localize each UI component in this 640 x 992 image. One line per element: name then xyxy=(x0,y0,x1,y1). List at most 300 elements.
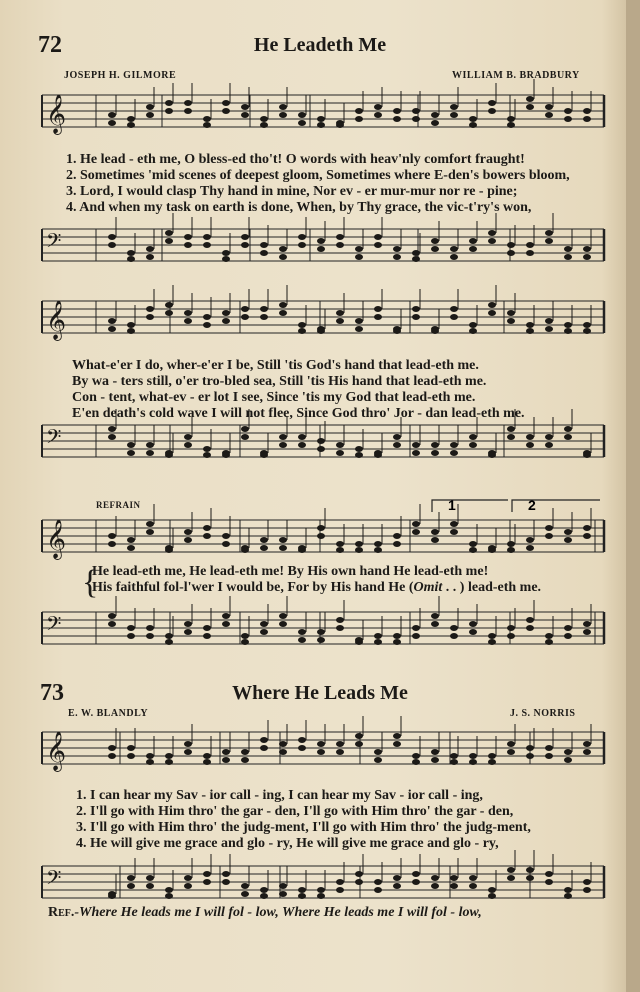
note-head xyxy=(165,639,173,645)
note-head xyxy=(260,545,268,551)
note-head xyxy=(488,302,496,308)
note-head xyxy=(488,893,496,899)
note-head xyxy=(184,875,192,881)
note-head xyxy=(431,537,439,543)
note-head xyxy=(260,737,268,743)
note-head xyxy=(526,545,534,551)
note-head xyxy=(488,547,496,553)
note-head xyxy=(583,887,591,893)
note-head xyxy=(412,108,420,114)
note-head xyxy=(336,879,344,885)
note-head xyxy=(108,434,116,440)
bass-clef-icon: 𝄢 xyxy=(46,425,62,453)
note-head xyxy=(412,314,420,320)
note-head xyxy=(526,867,534,873)
note-head xyxy=(412,633,420,639)
note-head xyxy=(583,322,591,328)
note-head xyxy=(355,547,363,553)
note-head xyxy=(450,883,458,889)
note-head xyxy=(260,537,268,543)
note-head xyxy=(298,887,306,893)
note-head xyxy=(336,122,344,128)
note-head xyxy=(108,753,116,759)
note-head xyxy=(507,242,515,248)
note-head xyxy=(241,891,249,897)
note-head xyxy=(298,893,306,899)
verse-line: Con - tent, what-ev - er lot I see, Since 'tis my God that lead-eth me. xyxy=(72,390,476,405)
refrain-line: He lead-eth me, He lead-eth me! By His own hand He lead-eth me! xyxy=(92,564,489,579)
note-head xyxy=(241,883,249,889)
note-head xyxy=(298,745,306,751)
note-head xyxy=(203,234,211,240)
hymn-title: Where He Leads Me xyxy=(232,682,408,704)
note-head xyxy=(146,442,154,448)
note-head xyxy=(184,108,192,114)
note-head xyxy=(298,434,306,440)
note-head xyxy=(507,741,515,747)
note-head xyxy=(317,533,325,539)
note-head xyxy=(336,617,344,623)
note-head xyxy=(260,250,268,256)
note-head xyxy=(184,434,192,440)
note-head xyxy=(469,434,477,440)
note-head xyxy=(450,875,458,881)
note-head xyxy=(184,883,192,889)
note-head xyxy=(526,625,534,631)
note-head xyxy=(469,547,477,553)
note-head xyxy=(507,547,515,553)
note-head xyxy=(393,108,401,114)
refrain-line-end: . . ) lead-eth me. xyxy=(442,580,542,595)
note-head xyxy=(260,887,268,893)
note-head xyxy=(241,314,249,320)
note-head xyxy=(564,749,572,755)
note-head xyxy=(108,621,116,627)
note-head xyxy=(412,753,420,759)
note-head xyxy=(184,310,192,316)
note-head xyxy=(526,96,534,102)
treble-clef-icon: 𝄞 xyxy=(46,731,67,771)
note-head xyxy=(127,328,135,334)
note-head xyxy=(488,230,496,236)
note-head xyxy=(146,875,154,881)
note-head xyxy=(222,250,230,256)
note-head xyxy=(108,120,116,126)
note-head xyxy=(526,328,534,334)
note-head xyxy=(298,629,306,635)
note-head xyxy=(203,625,211,631)
note-head xyxy=(127,875,135,881)
note-head xyxy=(203,116,211,122)
note-head xyxy=(507,434,515,440)
note-head xyxy=(545,639,553,645)
note-head xyxy=(374,633,382,639)
note-head xyxy=(127,537,135,543)
note-head xyxy=(165,753,173,759)
note-head xyxy=(583,328,591,334)
note-head xyxy=(431,238,439,244)
note-head xyxy=(241,234,249,240)
note-head xyxy=(241,547,249,553)
composer-credit: WILLIAM B. BRADBURY xyxy=(452,70,580,81)
note-head xyxy=(583,452,591,458)
note-head xyxy=(564,322,572,328)
note-head xyxy=(184,318,192,324)
note-head xyxy=(336,442,344,448)
note-head xyxy=(203,871,211,877)
note-head xyxy=(184,629,192,635)
note-head xyxy=(146,254,154,260)
note-head xyxy=(184,100,192,106)
note-head xyxy=(146,314,154,320)
note-head xyxy=(545,434,553,440)
note-head xyxy=(412,116,420,122)
note-head xyxy=(317,246,325,252)
note-head xyxy=(374,314,382,320)
note-head xyxy=(222,533,230,539)
note-head xyxy=(526,745,534,751)
note-head xyxy=(545,104,553,110)
treble-clef-icon: 𝄞 xyxy=(46,300,67,340)
note-head xyxy=(184,741,192,747)
verse-line: 4. And when my task on earth is done, When, by Thy grace, the vic-t'ry's won, xyxy=(66,200,532,215)
note-head xyxy=(431,246,439,252)
note-head xyxy=(469,122,477,128)
note-head xyxy=(279,442,287,448)
note-head xyxy=(412,871,420,877)
note-head xyxy=(127,753,135,759)
note-head xyxy=(298,637,306,643)
note-head xyxy=(545,230,553,236)
note-head xyxy=(374,547,382,553)
note-head xyxy=(108,318,116,324)
note-head xyxy=(146,112,154,118)
note-head xyxy=(260,621,268,627)
verse-line: What-e'er I do, wher-e'er I be, Still 'tis God's hand that lead-eth me. xyxy=(72,358,479,373)
verse-line: By wa - ters still, o'er tro-bled sea, Still 'tis His hand that lead-eth me. xyxy=(72,374,487,389)
note-head xyxy=(146,529,154,535)
note-head xyxy=(469,328,477,334)
note-head xyxy=(564,328,572,334)
verse-line: E'en death's cold wave I will not flee, Since God thro' Jor - dan lead-eth me. xyxy=(72,406,525,421)
note-head xyxy=(469,541,477,547)
note-head xyxy=(108,613,116,619)
lyricist-credit: JOSEPH H. GILMORE xyxy=(64,70,177,81)
note-head xyxy=(412,442,420,448)
note-head xyxy=(488,108,496,114)
note-head xyxy=(108,234,116,240)
note-head xyxy=(393,116,401,122)
note-head xyxy=(545,871,553,877)
hymn-number: 72 xyxy=(38,32,62,58)
lyricist-credit: E. W. BLANDLY xyxy=(68,708,149,719)
note-head xyxy=(450,442,458,448)
note-head xyxy=(469,246,477,252)
first-ending-number: 1 xyxy=(448,497,456,513)
note-head xyxy=(184,621,192,627)
note-head xyxy=(184,242,192,248)
note-head xyxy=(317,446,325,452)
note-head xyxy=(355,254,363,260)
note-head xyxy=(298,442,306,448)
note-head xyxy=(583,621,591,627)
note-head xyxy=(241,242,249,248)
bass-clef-icon: 𝄢 xyxy=(46,612,62,640)
note-head xyxy=(317,122,325,128)
note-head xyxy=(526,753,534,759)
note-head xyxy=(412,521,420,527)
verse-line: 1. I can hear my Sav - ior call - ing, I can hear my Sav - ior call - ing, xyxy=(76,788,483,803)
note-head xyxy=(127,633,135,639)
note-head xyxy=(222,871,230,877)
note-head xyxy=(564,246,572,252)
note-head xyxy=(203,633,211,639)
note-head xyxy=(564,434,572,440)
treble-clef-icon: 𝄞 xyxy=(46,519,67,559)
note-head xyxy=(146,246,154,252)
note-head xyxy=(374,242,382,248)
note-head xyxy=(222,108,230,114)
note-head xyxy=(374,757,382,763)
note-head xyxy=(317,741,325,747)
note-head xyxy=(108,242,116,248)
note-head xyxy=(374,306,382,312)
note-head xyxy=(507,541,515,547)
verse-line: 3. Lord, I would clasp Thy hand in mine, Nor ev - er mur-mur nor re - pine; xyxy=(66,184,518,199)
note-head xyxy=(374,104,382,110)
note-head xyxy=(336,741,344,747)
note-head xyxy=(317,328,325,334)
note-head xyxy=(146,633,154,639)
note-head xyxy=(469,629,477,635)
note-head xyxy=(355,639,363,645)
note-head xyxy=(545,318,553,324)
note-head xyxy=(431,120,439,126)
note-head xyxy=(298,322,306,328)
note-head xyxy=(412,450,420,456)
note-head xyxy=(583,246,591,252)
note-head xyxy=(450,104,458,110)
note-head xyxy=(222,310,230,316)
note-head xyxy=(393,883,401,889)
note-head xyxy=(355,871,363,877)
note-head xyxy=(564,254,572,260)
note-head xyxy=(146,753,154,759)
note-head xyxy=(488,887,496,893)
note-head xyxy=(298,328,306,334)
note-head xyxy=(279,883,287,889)
note-head xyxy=(146,521,154,527)
note-head xyxy=(355,108,363,114)
note-head xyxy=(564,426,572,432)
note-head xyxy=(564,757,572,763)
hymn-title: He Leadeth Me xyxy=(253,34,387,56)
note-head xyxy=(393,328,401,334)
note-head xyxy=(526,442,534,448)
note-head xyxy=(507,749,515,755)
note-head xyxy=(393,434,401,440)
note-head xyxy=(355,879,363,885)
note-head xyxy=(583,116,591,122)
note-head xyxy=(469,322,477,328)
note-head xyxy=(260,314,268,320)
note-head xyxy=(355,541,363,547)
note-head xyxy=(564,625,572,631)
note-head xyxy=(488,633,496,639)
note-head xyxy=(298,120,306,126)
note-head xyxy=(393,741,401,747)
note-head xyxy=(108,533,116,539)
note-head xyxy=(127,442,135,448)
note-head xyxy=(184,537,192,543)
note-head xyxy=(127,883,135,889)
note-head xyxy=(412,879,420,885)
note-head xyxy=(355,246,363,252)
note-head xyxy=(146,625,154,631)
note-head xyxy=(222,879,230,885)
note-head xyxy=(564,529,572,535)
note-head xyxy=(488,310,496,316)
note-head xyxy=(317,887,325,893)
note-head xyxy=(241,104,249,110)
note-head xyxy=(564,887,572,893)
note-head xyxy=(526,250,534,256)
note-head xyxy=(545,753,553,759)
note-head xyxy=(260,306,268,312)
note-head xyxy=(279,310,287,316)
note-head xyxy=(279,749,287,755)
note-head xyxy=(564,893,572,899)
note-head xyxy=(108,893,116,899)
note-head xyxy=(108,745,116,751)
note-head xyxy=(507,310,515,316)
note-head xyxy=(412,529,420,535)
note-head xyxy=(488,759,496,765)
note-head xyxy=(374,452,382,458)
second-ending-bracket xyxy=(512,500,600,512)
note-head xyxy=(355,326,363,332)
note-head xyxy=(127,116,135,122)
note-head xyxy=(317,238,325,244)
note-head xyxy=(146,759,154,765)
note-head xyxy=(393,639,401,645)
note-head xyxy=(317,629,325,635)
note-head xyxy=(450,306,458,312)
note-head xyxy=(279,246,287,252)
note-head xyxy=(127,545,135,551)
note-head xyxy=(279,434,287,440)
note-head xyxy=(279,302,287,308)
note-head xyxy=(469,116,477,122)
note-head xyxy=(583,749,591,755)
note-head xyxy=(583,741,591,747)
note-head xyxy=(431,112,439,118)
note-head xyxy=(355,318,363,324)
note-head xyxy=(526,322,534,328)
note-head xyxy=(279,545,287,551)
note-head xyxy=(222,749,230,755)
note-head xyxy=(203,533,211,539)
note-head xyxy=(431,450,439,456)
note-head xyxy=(564,633,572,639)
note-head xyxy=(279,741,287,747)
note-head xyxy=(184,234,192,240)
note-head xyxy=(450,112,458,118)
note-head xyxy=(583,533,591,539)
note-head xyxy=(298,112,306,118)
note-head xyxy=(450,314,458,320)
note-head xyxy=(431,757,439,763)
note-head xyxy=(184,529,192,535)
note-head xyxy=(393,875,401,881)
note-head xyxy=(393,246,401,252)
note-head xyxy=(165,887,173,893)
verse-line: 3. I'll go with Him thro' the judg-ment, I'll go with Him thro' the judg-ment, xyxy=(76,820,531,835)
note-head xyxy=(298,242,306,248)
note-head xyxy=(374,112,382,118)
omit-instruction: Omit xyxy=(413,580,443,595)
note-head xyxy=(260,116,268,122)
note-head xyxy=(108,426,116,432)
note-head xyxy=(165,547,173,553)
refrain-brace: { xyxy=(82,564,99,601)
note-head xyxy=(336,450,344,456)
note-head xyxy=(374,749,382,755)
note-head xyxy=(545,238,553,244)
note-head xyxy=(336,310,344,316)
note-head xyxy=(203,314,211,320)
note-head xyxy=(146,883,154,889)
note-head xyxy=(393,254,401,260)
note-head xyxy=(298,737,306,743)
ref-text: -Where He leads me I will fol - low, Where He leads me I will fol - low, xyxy=(74,905,482,920)
note-head xyxy=(507,318,515,324)
note-head xyxy=(222,757,230,763)
note-head xyxy=(469,883,477,889)
note-head xyxy=(583,879,591,885)
note-head xyxy=(203,753,211,759)
note-head xyxy=(545,879,553,885)
note-head xyxy=(317,637,325,643)
refrain-label: REFRAIN xyxy=(96,500,141,510)
first-ending-bracket xyxy=(432,500,508,512)
note-head xyxy=(203,879,211,885)
note-head xyxy=(336,234,344,240)
note-head xyxy=(412,250,420,256)
note-head xyxy=(336,547,344,553)
note-head xyxy=(526,434,534,440)
note-head xyxy=(222,318,230,324)
note-head xyxy=(127,250,135,256)
note-head xyxy=(146,306,154,312)
note-head xyxy=(450,254,458,260)
note-head xyxy=(241,639,249,645)
note-head xyxy=(279,613,287,619)
note-head xyxy=(108,541,116,547)
verse-line: 2. Sometimes 'mid scenes of deepest gloom, Sometimes where E-den's bowers bloom, xyxy=(66,168,570,183)
verse-line: 1. He lead - eth me, O bless-ed tho't! O words with heav'nly comfort fraught! xyxy=(66,152,525,167)
note-head xyxy=(336,887,344,893)
note-head xyxy=(507,116,515,122)
note-head xyxy=(241,633,249,639)
note-head xyxy=(431,749,439,755)
ref-label: Ref. xyxy=(48,905,75,920)
note-head xyxy=(374,639,382,645)
note-head xyxy=(127,122,135,128)
note-head xyxy=(165,310,173,316)
note-head xyxy=(203,452,211,458)
note-head xyxy=(374,879,382,885)
